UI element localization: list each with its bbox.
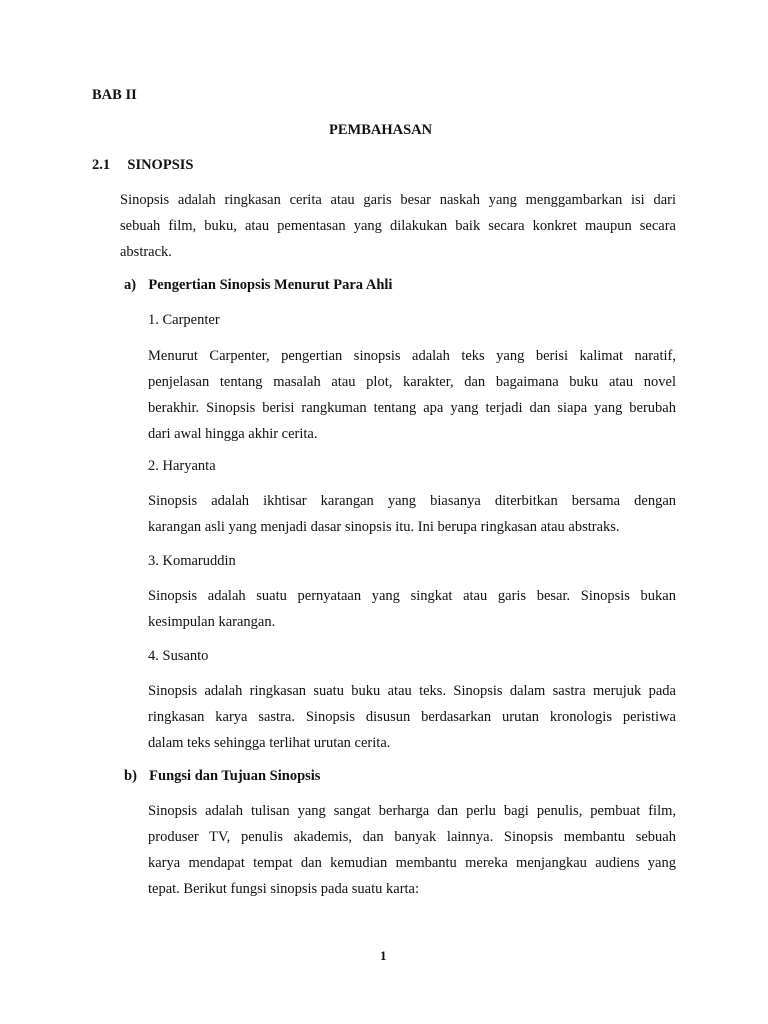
chapter-label: BAB II [92,87,137,103]
section-number: 2.1 [92,157,111,173]
paragraph-line: Menurut Carpenter, pengertian sinopsis adalah teks yang berisi kalimat naratif, [148,348,676,364]
intro-paragraph [120,187,676,265]
paragraph-line: ringkasan karya sastra. Sinopsis disusun berdasarkan urutan kronologis peristiwa [148,709,676,725]
paragraph-line: kesimpulan karangan. [148,614,276,630]
subsection-title: Pengertian Sinopsis Menurut Para Ahli [148,277,393,293]
paragraph-line: karya mendapat tempat dan kemudian membantu mereka menjangkau audiens yang [148,855,676,871]
fungsi-paragraph [148,798,676,902]
section-heading [92,157,193,174]
expert-paragraph [148,488,676,540]
paragraph-line: tepat. Berikut fungsi sinopsis pada suatu karta: [148,881,420,897]
page-number: 1 [380,948,387,963]
expert-heading: 1. Carpenter [148,312,220,328]
paragraph-line: Sinopsis adalah ringkasan suatu buku atau teks. Sinopsis dalam sastra merujuk pada [148,683,676,699]
section-title: SINOPSIS [127,157,194,173]
paragraph-line: dari awal hingga akhir cerita. [148,426,318,442]
subsection-marker: a) [124,277,137,293]
paragraph-line: abstrack. [120,244,172,260]
expert-heading: 4. Susanto [148,648,209,664]
paragraph-line: Sinopsis adalah ikhtisar karangan yang biasanya diterbitkan bersama dengan [148,493,676,509]
subsection-heading-a [124,277,392,294]
page-title: PEMBAHASAN [329,122,433,138]
expert-heading: 2. Haryanta [148,458,216,474]
expert-paragraph [148,678,676,756]
paragraph-line: penjelasan tentang masalah atau plot, karakter, dan bagaimana buku atau novel [148,374,676,390]
subsection-title: Fungsi dan Tujuan Sinopsis [149,768,321,784]
expert-paragraph [148,343,676,447]
expert-paragraph [148,583,676,635]
paragraph-line: karangan asli yang menjadi dasar sinopsis itu. Ini berupa ringkasan atau abstraks. [148,519,620,535]
expert-heading: 3. Komaruddin [148,553,236,569]
paragraph-line: Sinopsis adalah ringkasan cerita atau garis besar naskah yang menggambarkan isi dari [120,192,676,208]
subsection-marker: b) [124,768,137,784]
subsection-heading-b [124,768,320,785]
paragraph-line: dalam teks sehingga terlihat urutan cerita. [148,735,391,751]
paragraph-line: Sinopsis adalah suatu pernyataan yang singkat atau garis besar. Sinopsis bukan [148,588,676,604]
paragraph-line: Sinopsis adalah tulisan yang sangat berharga dan perlu bagi penulis, pembuat film, [148,803,676,819]
paragraph-line: sebuah film, buku, atau pementasan yang dilakukan baik secara konkret maupun secara [120,218,676,234]
paragraph-line: produser TV, penulis akademis, dan banyak lainnya. Sinopsis membantu sebuah [148,829,676,845]
paragraph-line: berakhir. Sinopsis berisi rangkuman tentang apa yang terjadi dan siapa yang berubah [148,400,676,416]
